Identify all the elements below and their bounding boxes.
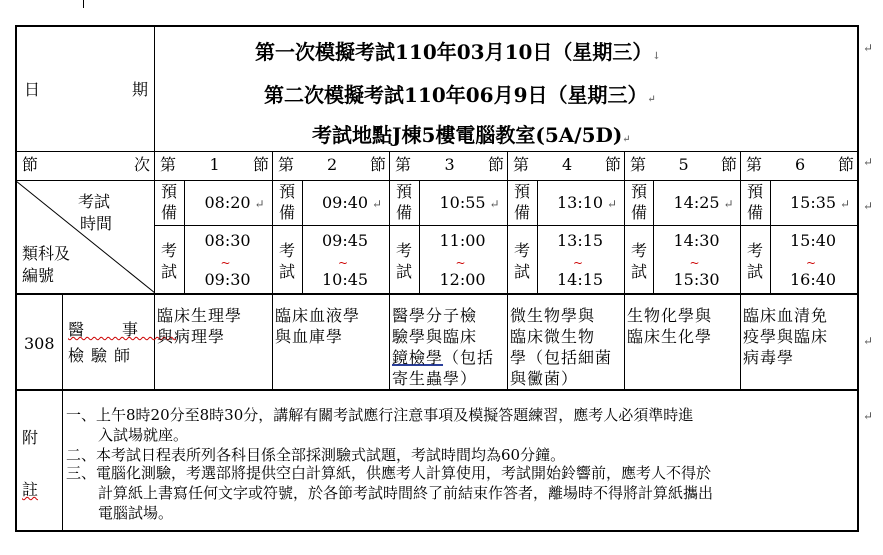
exam-label-a: 考: [161, 241, 178, 260]
period-pre-label: 第: [746, 155, 763, 174]
period-number: 6: [795, 155, 806, 174]
date-label-right: 期: [132, 80, 149, 99]
corner-category-a: 類科及: [22, 244, 71, 263]
period-post-label: 節: [488, 155, 505, 174]
paragraph-mark: ↵: [863, 409, 874, 423]
prep-label-b: 備: [279, 203, 296, 222]
prep-label-b: 備: [747, 203, 764, 222]
paragraph-mark: ↵: [254, 197, 265, 211]
exam-location: 考試地點J棟5樓電腦教室(5A/5D)↵: [312, 123, 631, 147]
period-pre-label: 第: [630, 155, 647, 174]
corner-category-b: 編號: [22, 266, 55, 285]
paragraph-mark: ↵: [863, 41, 874, 55]
paragraph-mark: ↵: [863, 199, 874, 213]
exam-end-time: 14:15: [557, 270, 604, 289]
rule-sub-2: [302, 180, 303, 294]
rule-notes-col: [62, 390, 63, 531]
prep-label-a: 預: [631, 182, 648, 201]
rule-col-6: [740, 151, 741, 391]
notes-label-b: 註: [22, 480, 39, 499]
prep-time: 14:25: [673, 193, 720, 212]
rule-after-subjects: [15, 389, 859, 391]
period-pre-label: 第: [395, 155, 412, 174]
subject-line: 生物化學與: [627, 306, 713, 325]
subject-line: 與黴菌）: [510, 369, 579, 388]
note-text-line1: 上午8時20分至8時30分，講解有關考試應行注意事項及模擬答題練習，應考人必須準時進: [96, 406, 694, 424]
note-number: 一、: [66, 406, 97, 424]
subject-line: 病毒學: [743, 348, 795, 367]
prep-label-a: 預: [514, 182, 531, 201]
prep-label-b: 備: [396, 203, 413, 222]
period-pre-label: 第: [513, 155, 530, 174]
note-number: 三、: [66, 464, 97, 482]
paragraph-mark: ↵: [372, 197, 383, 211]
exam-end-time: 10:45: [322, 270, 369, 289]
table-border-right: [857, 25, 859, 532]
subject-line: 臨床血液學: [275, 306, 361, 325]
exam-start-time: 15:40: [790, 231, 837, 250]
subject-line: 驗學與臨床: [392, 327, 478, 346]
period-number: 4: [562, 155, 573, 174]
rule-col-2: [272, 151, 273, 391]
paragraph-mark: ↵: [840, 197, 851, 211]
subject-line: 臨床生化學: [627, 327, 713, 346]
prep-label-a: 預: [747, 182, 764, 201]
paragraph-mark: ↵: [607, 197, 618, 211]
prep-time: 08:20: [204, 193, 251, 212]
subject-line: 寄生蟲學）: [392, 369, 478, 388]
prep-label-b: 備: [631, 203, 648, 222]
time-range-tilde: ~: [220, 256, 231, 270]
period-post-label: 節: [838, 155, 855, 174]
period-number: 1: [209, 155, 220, 174]
period-post-label: 節: [253, 155, 270, 174]
rule-after-times: [15, 293, 859, 295]
subject-line: 微生物學與: [510, 306, 596, 325]
exam-start-time: 14:30: [673, 231, 720, 250]
time-range-tilde: ~: [806, 256, 817, 270]
exam-label-a: 考: [631, 241, 648, 260]
exam-label-a: 考: [514, 241, 531, 260]
period-post-label: 節: [370, 155, 387, 174]
note-text-line2: 計算紙上書寫任何文字或符號，於各節考試時間終了前結束作答者，離場時不得將計算紙攜出: [98, 484, 714, 502]
exam-end-time: 09:30: [204, 270, 251, 289]
table-border-bottom: [15, 530, 859, 532]
period-post-label: 節: [605, 155, 622, 174]
prep-time: 10:55: [439, 193, 486, 212]
prep-time: 09:40: [322, 193, 369, 212]
exam-end-time: 16:40: [790, 270, 837, 289]
category-name-line1: 醫事: [68, 320, 177, 339]
subject-line: 疫學與臨床: [743, 327, 829, 346]
exam-label-a: 考: [279, 241, 296, 260]
exam-start-time: 08:30: [204, 231, 251, 250]
period-pre-label: 第: [278, 155, 295, 174]
subject-line: 學（包括細菌: [510, 348, 613, 367]
crop-mark: [83, 0, 84, 8]
exam-label-b: 試: [161, 262, 178, 281]
prep-label-a: 預: [161, 182, 178, 201]
rule-col-3: [389, 151, 390, 391]
subject-line: 醫學分子檢: [392, 306, 478, 325]
paragraph-mark: ↵: [723, 197, 734, 211]
exam-end-time: 15:30: [673, 270, 720, 289]
period-post-label: 節: [721, 155, 738, 174]
corner-exam-time-a: 考試: [78, 192, 111, 211]
time-range-tilde: ~: [573, 256, 584, 270]
corner-exam-time-b: 時間: [80, 214, 113, 233]
prep-time: 15:35: [790, 193, 837, 212]
time-range-tilde: ~: [455, 256, 466, 270]
exam-label-b: 試: [514, 262, 531, 281]
time-range-tilde: ~: [689, 256, 700, 270]
date-label-left: 日: [24, 80, 41, 99]
exam-start-time: 13:15: [557, 231, 604, 250]
exam-label-b: 試: [747, 262, 764, 281]
note-text-line1: 本考試日程表所列各科目係全部採測驗式試題，考試時間均為60分鐘。: [96, 446, 566, 464]
note-number: 二、: [66, 446, 97, 464]
rule-col-4: [507, 151, 508, 391]
note-text-line1: 電腦化測驗，考選部將提供空白計算紙，供應考人計算使用，考試開始鈴響前，應考人不得於: [96, 464, 712, 482]
subject-line: 與血庫學: [275, 327, 344, 346]
prep-label-a: 預: [396, 182, 413, 201]
period-number: 3: [444, 155, 455, 174]
time-range-tilde: ~: [338, 256, 349, 270]
prep-time: 13:10: [557, 193, 604, 212]
rule-sub-1: [184, 180, 185, 294]
category-name-line2: 檢驗師: [68, 346, 138, 365]
rule-sub-3: [419, 180, 420, 294]
rule-sub-4: [537, 180, 538, 294]
subject-line: 與病理學: [157, 327, 226, 346]
notes-label-a: 附: [22, 428, 39, 447]
subject-line: 鏡檢學（包括: [392, 348, 495, 367]
period-number: 5: [678, 155, 689, 174]
paragraph-mark: ↵: [489, 197, 500, 211]
prep-label-b: 備: [161, 203, 178, 222]
rule-sub-5: [653, 180, 654, 294]
category-code: 308: [24, 334, 55, 353]
exam-label-b: 試: [396, 262, 413, 281]
exam1-date: 第一次模擬考試110年03月10日（星期三）↓: [255, 40, 661, 64]
exam-label-a: 考: [747, 241, 764, 260]
exam-start-time: 11:00: [439, 231, 486, 250]
exam-start-time: 09:45: [322, 231, 369, 250]
period-number: 2: [327, 155, 338, 174]
paragraph-mark: ↵: [863, 334, 874, 348]
period-label-right: 次: [134, 155, 151, 174]
paragraph-mark: ↵: [863, 155, 874, 169]
subject-line: 臨床生理學: [157, 306, 243, 325]
subject-line: 臨床血清免: [743, 306, 829, 325]
exam-end-time: 12:00: [439, 270, 486, 289]
table-border-top: [15, 25, 859, 27]
prep-label-b: 備: [514, 203, 531, 222]
note-text-line2: 入試場就座。: [98, 426, 189, 444]
exam-label-b: 試: [279, 262, 296, 281]
subject-line: 臨床微生物: [510, 327, 596, 346]
rule-sub-6: [770, 180, 771, 294]
rule-code-col: [62, 294, 63, 391]
note-text-line3: 電腦試場。: [98, 504, 174, 522]
exam-label-b: 試: [631, 262, 648, 281]
rule-col-5: [624, 151, 625, 391]
prep-label-a: 預: [279, 182, 296, 201]
period-pre-label: 第: [160, 155, 177, 174]
exam2-date: 第二次模擬考試110年06月9日（星期三）↵: [264, 83, 656, 107]
exam-label-a: 考: [396, 241, 413, 260]
rule-after-header: [15, 151, 859, 152]
period-label-left: 節: [22, 155, 39, 174]
